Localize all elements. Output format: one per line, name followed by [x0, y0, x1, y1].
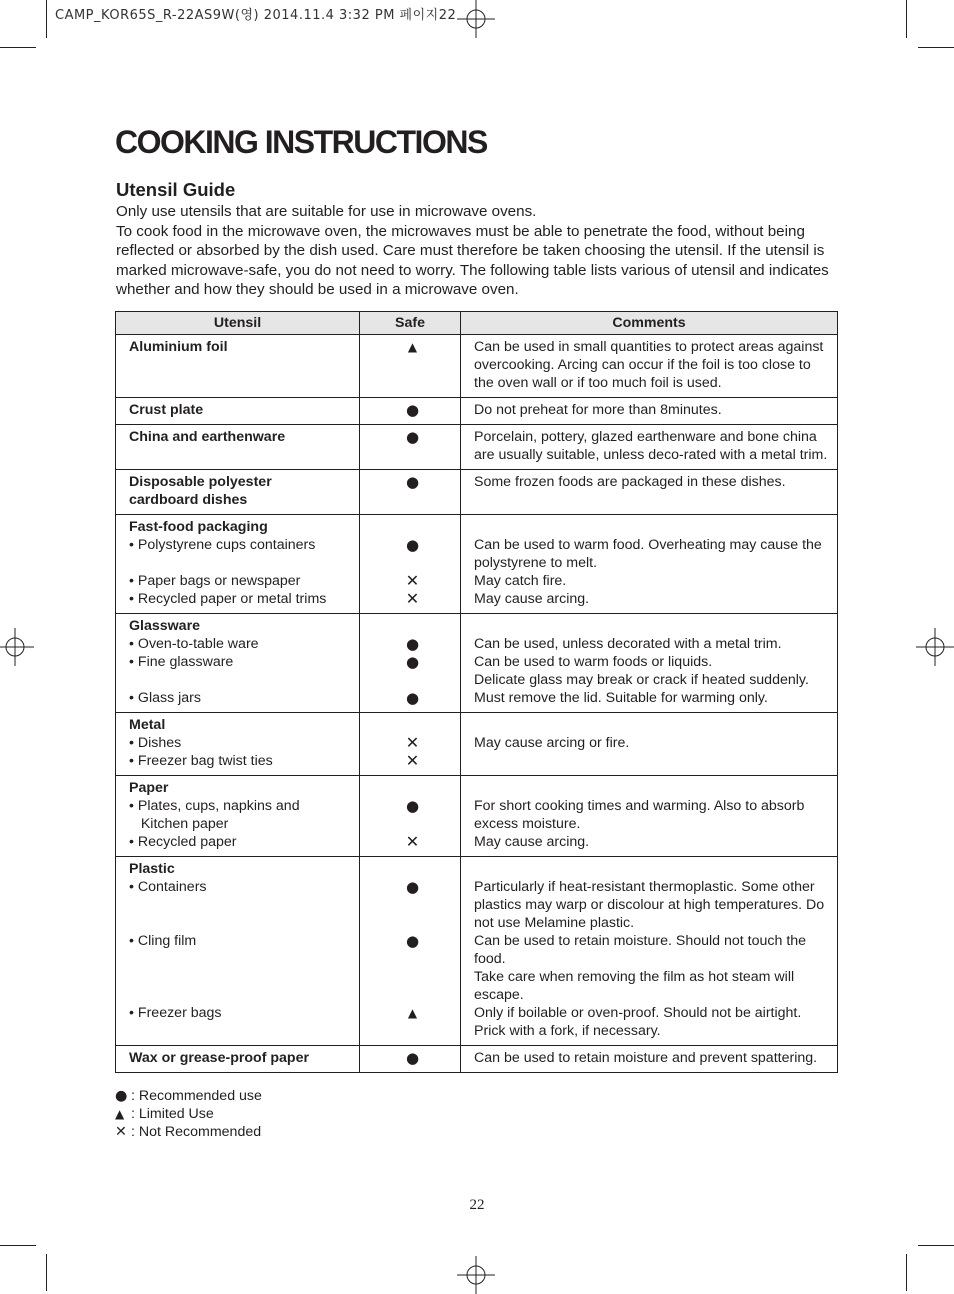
utensil-subitem: • Freezer bags [129, 1005, 222, 1021]
comments-cell [461, 470, 838, 515]
comment-line: Can be used to retain moisture and prevent spattering. [474, 1050, 818, 1066]
utensil-cell [116, 614, 360, 713]
safe-blank [373, 968, 452, 986]
comment-line: Particularly if heat-resistant thermoplastic. Some other [474, 879, 815, 895]
crop-mark [46, 1254, 47, 1291]
comment-line: escape. [474, 987, 524, 1003]
comments-cell [461, 776, 838, 857]
crop-mark [0, 47, 36, 48]
table-row [116, 425, 838, 470]
utensil-cell [116, 713, 360, 776]
comment-line: May cause arcing or fire. [474, 735, 630, 751]
safe-blank [373, 671, 452, 689]
registration-mark-icon [457, 0, 495, 38]
limited-use-icon: ▲ [407, 1006, 418, 1020]
comment-line [474, 716, 829, 734]
utensil-name: Disposable polyester [129, 474, 272, 490]
comment-line: Only if boilable or oven-proof. Should not be airtight. [474, 1005, 802, 1021]
crop-mark [906, 1254, 907, 1291]
utensil-name: Fast-food packaging [129, 519, 268, 535]
table-row [116, 776, 838, 857]
safe-blank [373, 356, 452, 374]
safe-cell [360, 470, 461, 515]
safe-blank [373, 491, 452, 509]
crop-mark [0, 1245, 36, 1246]
utensil-name: Wax or grease-proof paper [129, 1050, 310, 1066]
comment-line: Must remove the lid. Suitable for warming only. [474, 690, 768, 706]
safe-blank [373, 554, 452, 572]
legend-item [115, 1124, 262, 1142]
utensil-name: Metal [129, 717, 166, 733]
not-recommended-icon: ✕ [405, 832, 420, 851]
safe-blank [373, 815, 452, 833]
not-recommended-icon: ✕ [405, 571, 420, 590]
comments-cell [461, 857, 838, 1046]
safe-blank [373, 716, 452, 734]
recommended-icon: ● [405, 1049, 420, 1067]
recommended-icon: ● [405, 635, 420, 653]
utensil-subitem [129, 950, 351, 968]
registration-mark-icon [457, 1256, 495, 1294]
limited-use-icon: ▲ [115, 1106, 125, 1121]
comment-line: Prick with a fork, if necessary. [474, 1023, 661, 1039]
comment-line: May catch fire. [474, 573, 567, 589]
not-recommended-icon: ✕ [405, 751, 420, 770]
comments-cell [461, 425, 838, 470]
safe-blank [373, 896, 452, 914]
safe-blank [373, 986, 452, 1004]
utensil-cell [116, 1046, 360, 1073]
safe-cell [360, 614, 461, 713]
comment-line [474, 491, 829, 509]
recommended-icon: ● [405, 473, 420, 491]
intro-paragraph: Only use utensils that are suitable for use in microwave ovens. [116, 203, 537, 220]
safe-blank [373, 518, 452, 536]
legend-item [115, 1106, 262, 1124]
recommended-icon: ● [405, 536, 420, 554]
table-row [116, 515, 838, 614]
recommended-icon: ● [115, 1088, 128, 1104]
section-heading: Utensil Guide [116, 179, 236, 200]
utensil-subitem: • Containers [129, 879, 207, 895]
utensil-subitem [129, 968, 351, 986]
utensil-subitem: • Dishes [129, 735, 182, 751]
comment-line [474, 617, 829, 635]
comment-line: Can be used to warm food. Overheating may cause the [474, 537, 822, 553]
legend-label: : Not Recommended [131, 1123, 262, 1140]
table-row [116, 398, 838, 425]
comments-cell [461, 335, 838, 398]
table-row [116, 470, 838, 515]
recommended-icon: ● [405, 878, 420, 896]
recommended-icon: ● [405, 428, 420, 446]
safe-cell [360, 713, 461, 776]
crop-mark [918, 1245, 954, 1246]
utensil-subitem: • Oven-to-table ware [129, 636, 259, 652]
legend-label: : Limited Use [131, 1105, 214, 1122]
header-utensil: Utensil [116, 312, 360, 335]
utensil-subitem: cardboard dishes [129, 492, 248, 508]
legend [115, 1088, 262, 1141]
comments-cell [461, 1046, 838, 1073]
crop-mark [46, 0, 47, 38]
safe-blank [373, 950, 452, 968]
utensil-cell [116, 470, 360, 515]
utensil-name: Plastic [129, 861, 175, 877]
utensil-name: Paper [129, 780, 169, 796]
print-header: CAMP_KOR65S_R-22AS9W(영) 2014.11.4 3:32 PM 페이지22 [55, 8, 457, 23]
limited-use-icon: ▲ [407, 340, 418, 354]
comment-line: Do not preheat for more than 8minutes. [474, 402, 722, 418]
safe-cell [360, 398, 461, 425]
utensil-cell [116, 515, 360, 614]
safe-blank [373, 914, 452, 932]
table-row [116, 713, 838, 776]
utensil-subitem [129, 1022, 351, 1040]
page-number: 22 [469, 1197, 485, 1213]
header-safe: Safe [360, 312, 461, 335]
comment-line: the oven wall or if too much foil is used. [474, 375, 722, 391]
safe-cell [360, 425, 461, 470]
comment-line: May cause arcing. [474, 591, 590, 607]
comment-line: Some frozen foods are packaged in these dishes. [474, 474, 786, 490]
table-header-row [116, 312, 838, 335]
utensil-subitem: • Polystyrene cups containers [129, 537, 316, 553]
safe-cell [360, 857, 461, 1046]
table-row [116, 857, 838, 1046]
comment-line: Can be used to retain moisture. Should not touch the [474, 933, 807, 949]
recommended-icon: ● [405, 689, 420, 707]
legend-label: : Recommended use [131, 1088, 262, 1104]
utensil-name: Glassware [129, 618, 200, 634]
intro-text [116, 202, 838, 300]
comment-line: Delicate glass may break or crack if heated suddenly. [474, 672, 809, 688]
comment-line: Can be used to warm foods or liquids. [474, 654, 713, 670]
safe-cell [360, 335, 461, 398]
comment-line: Porcelain, pottery, glazed earthenware and bone china [474, 429, 817, 445]
utensil-subitem: • Plates, cups, napkins and [129, 798, 300, 814]
comments-cell [461, 398, 838, 425]
utensil-subitem: • Recycled paper [129, 834, 237, 850]
utensil-cell [116, 335, 360, 398]
utensil-subitem [129, 374, 351, 392]
comment-line: May cause arcing. [474, 834, 590, 850]
recommended-icon: ● [405, 401, 420, 419]
comments-cell [461, 515, 838, 614]
table-row [116, 335, 838, 398]
comment-line: plastics may warp or discolour at high temperatures. Do [474, 897, 825, 913]
utensil-subitem: • Paper bags or newspaper [129, 573, 301, 589]
utensil-subitem [129, 986, 351, 1004]
safe-blank [373, 374, 452, 392]
utensil-name: Aluminium foil [129, 339, 228, 355]
comment-line [474, 752, 829, 770]
utensil-subitem [129, 914, 351, 932]
registration-mark-icon [0, 628, 34, 666]
crop-mark [918, 47, 954, 48]
comment-line: For short cooking times and warming. Also to absorb [474, 798, 805, 814]
comment-line: are usually suitable, unless deco-rated with a metal trim. [474, 447, 828, 463]
comment-line: not use Melamine plastic. [474, 915, 635, 931]
table-row [116, 614, 838, 713]
not-recommended-icon: ✕ [115, 1123, 127, 1140]
recommended-icon: ● [405, 932, 420, 950]
utensil-subitem: • Cling film [129, 933, 197, 949]
page-title: COOKING INSTRUCTIONS [115, 124, 487, 160]
utensil-subitem: • Freezer bag twist ties [129, 753, 273, 769]
utensil-subitem: • Recycled paper or metal trims [129, 591, 327, 607]
safe-blank [373, 446, 452, 464]
comment-line: Take care when removing the film as hot steam will [474, 969, 795, 985]
not-recommended-icon: ✕ [405, 589, 420, 608]
recommended-icon: ● [405, 797, 420, 815]
safe-blank [373, 617, 452, 635]
utensil-subitem [129, 671, 351, 689]
table-row [116, 1046, 838, 1073]
table-body [116, 335, 838, 1073]
safe-blank [373, 779, 452, 797]
recommended-icon: ● [405, 653, 420, 671]
comments-cell [461, 713, 838, 776]
header-comments: Comments [461, 312, 838, 335]
safe-blank [373, 1022, 452, 1040]
intro-paragraph: To cook food in the microwave oven, the microwaves must be able to penetrate the food, without being reflected or absorbed by the dish used. Care must therefore be taken choosing the utensil. If the utensil is marked microwave-safe, you do not need to worry. The following table lists various of utensil and indicates whether and how they should be used in a microwave oven. [116, 222, 829, 299]
utensil-name: Crust plate [129, 402, 204, 418]
comment-line: overcooking. Arcing can occur if the foil is too close to [474, 357, 811, 373]
safe-cell [360, 776, 461, 857]
comment-line: Can be used, unless decorated with a metal trim. [474, 636, 782, 652]
safe-cell [360, 515, 461, 614]
legend-item [115, 1088, 262, 1106]
not-recommended-icon: ✕ [405, 733, 420, 752]
utensil-subitem: • Fine glassware [129, 654, 234, 670]
utensil-subitem [129, 446, 351, 464]
comment-line: food. [474, 951, 506, 967]
comment-line [474, 779, 829, 797]
utensil-subitem: • Glass jars [129, 690, 201, 706]
utensil-cell [116, 857, 360, 1046]
crop-mark [906, 0, 907, 38]
utensil-cell [116, 425, 360, 470]
utensil-cell [116, 776, 360, 857]
comments-cell [461, 614, 838, 713]
comment-line [474, 860, 829, 878]
safe-cell [360, 1046, 461, 1073]
comment-line [474, 518, 829, 536]
comment-line: Can be used in small quantities to protect areas against [474, 339, 824, 355]
utensil-subitem [129, 554, 351, 572]
utensil-subitem [129, 356, 351, 374]
comment-line: excess moisture. [474, 816, 581, 832]
registration-mark-icon [916, 628, 954, 666]
utensil-table [115, 311, 838, 1073]
comment-line: polystyrene to melt. [474, 555, 598, 571]
utensil-name: China and earthenware [129, 429, 286, 445]
utensil-subitem [129, 896, 351, 914]
utensil-subitem: Kitchen paper [129, 816, 229, 832]
utensil-cell [116, 398, 360, 425]
safe-blank [373, 860, 452, 878]
